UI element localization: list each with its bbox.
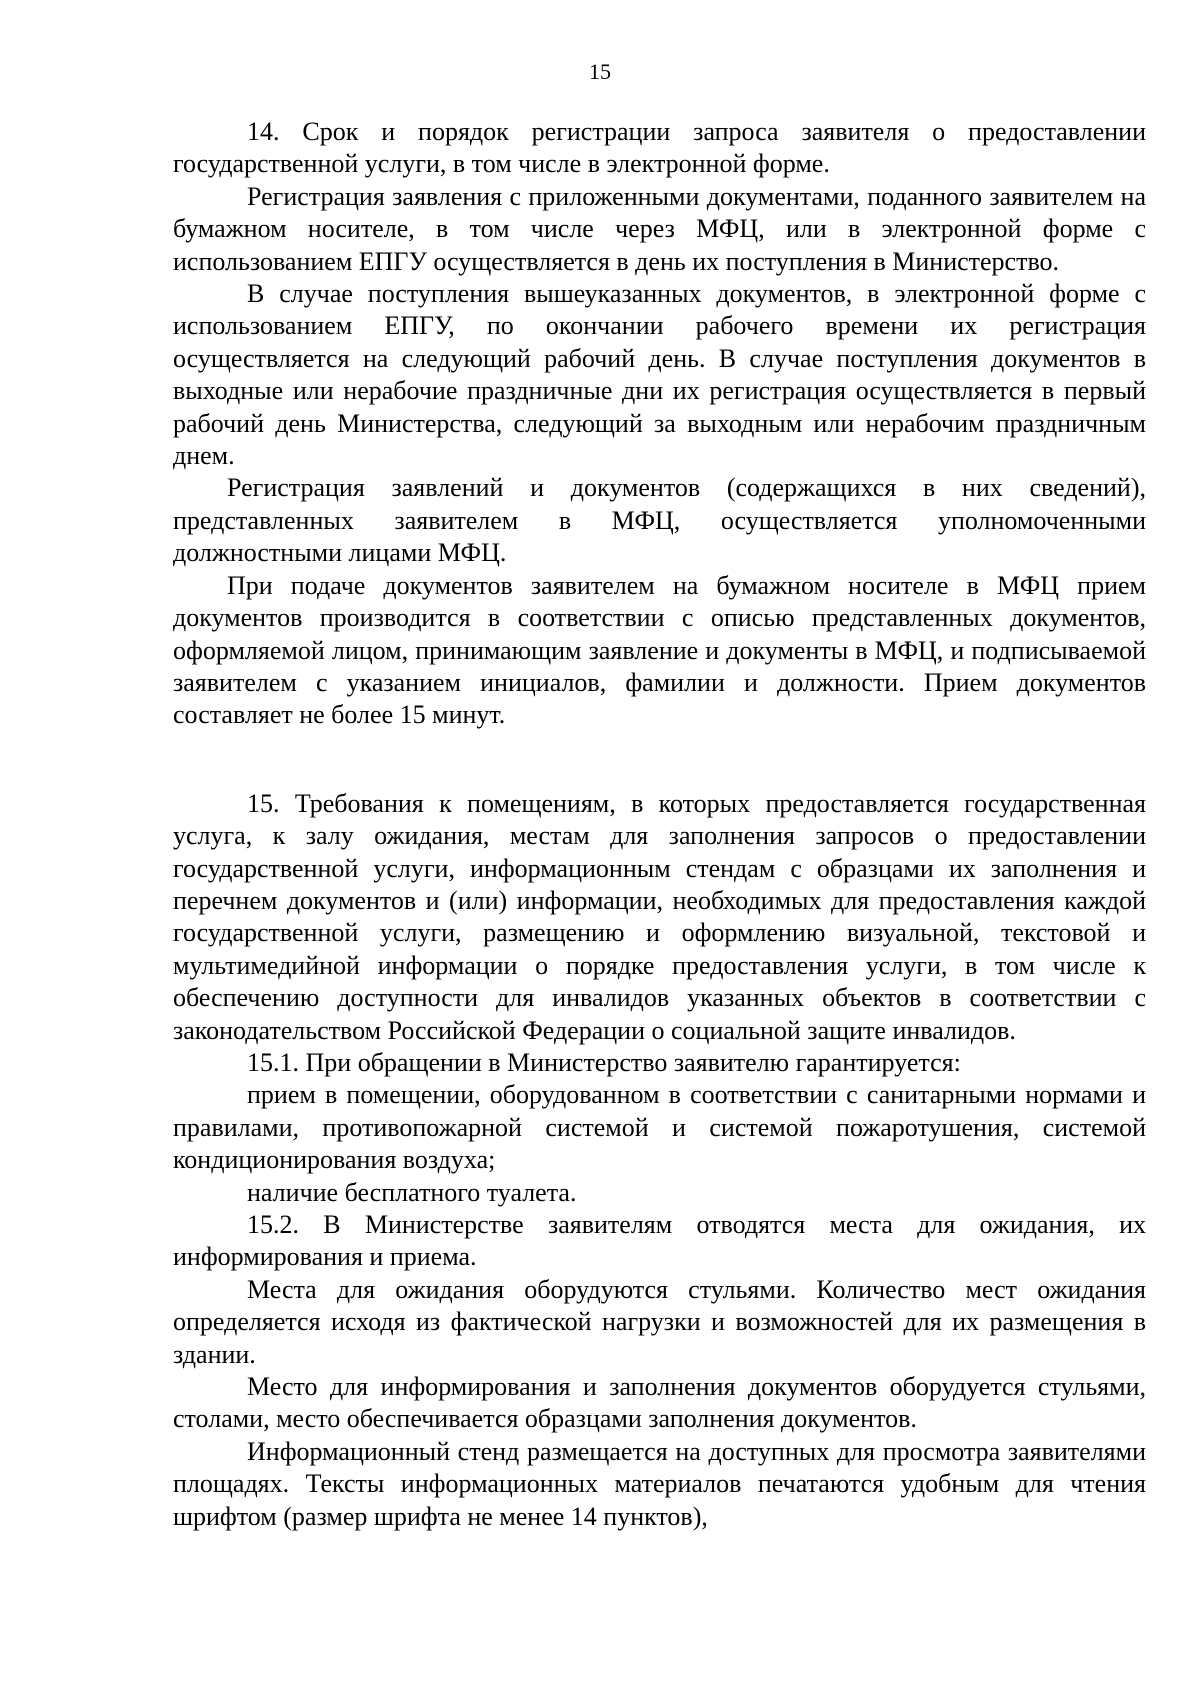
document-body <box>173 116 1146 1533</box>
paragraph-info-stand: Информационный стенд размещается на доступных для просмотра заявителями площадях. Тексты информационных материалов печатаются удобным для чтения шрифтом (размер шрифта не менее 14 пунктов), <box>173 1436 1146 1531</box>
paragraph-mfc-registration: Регистрация заявлений и документов (содержащихся в них сведений), представленных заявителем в МФЦ, осуществляется уполномоченными должностными лицами МФЦ. <box>173 473 1146 568</box>
paragraph-15-2: 15.2. В Министерстве заявителям отводятся места для ожидания, их информирования и приема. <box>173 1210 1146 1272</box>
paragraph-info-place: Место для информирования и заполнения документов оборудуется стульями, столами, место обеспечивается образцами заполнения документов. <box>173 1372 1146 1434</box>
paragraph-15-heading: 15. Требования к помещениям, в которых предоставляется государственная услуга, к залу ожидания, местам для заполнения запросов о предоставлении государственной услуги, информационным стендам с образцами их заполнения и перечнем документов и (или) информации, необходимых для предоставления каждой государственной услуги, размещению и оформлению визуальной, текстовой и мультимедийной информации о порядке предоставления услуги, в том числе к обеспечению доступности для инвалидов указанных объектов в соответствии с законодательством Российской Федерации о социальной защите инвалидов. <box>173 788 1146 1045</box>
section-spacer <box>173 732 1146 788</box>
page-number: 15 <box>589 59 611 84</box>
paragraph-waiting-places: Места для ожидания оборудуются стульями. Количество мест ожидания определяется исходя из фактической нагрузки и возможностей для их размещения в здании. <box>173 1274 1146 1369</box>
paragraph-paper-submission: При подаче документов заявителем на бумажном носителе в МФЦ прием документов производится в соответствии с описью представленных документов, оформляемой лицом, принимающим заявление и документы в МФЦ, и подписываемой заявителем с указанием инициалов, фамилии и должности. Прием документов составляет не более 15 минут. <box>173 570 1146 730</box>
paragraph-14-heading: 14. Срок и порядок регистрации запроса заявителя о предоставлении государственной услуги, в том числе в электронной форме. <box>173 117 1146 179</box>
paragraph-registration: Регистрация заявления с приложенными документами, поданного заявителем на бумажном носителе, в том числе через МФЦ, или в электронной форме с использованием ЕПГУ осуществляется в день их поступления в Министерство. <box>173 181 1146 276</box>
paragraph-reception-room: прием в помещении, оборудованном в соответствии с санитарными нормами и правилами, противопожарной системой и системой пожаротушения, системой кондиционирования воздуха; <box>173 1080 1146 1175</box>
paragraph-toilet: наличие бесплатного туалета. <box>247 1177 577 1207</box>
paragraph-15-1: 15.1. При обращении в Министерство заявителю гарантируется: <box>247 1047 961 1077</box>
paragraph-after-hours: В случае поступления вышеуказанных документов, в электронной форме с использованием ЕПГУ, по окончании рабочего времени их регистрация осуществляется на следующий рабочий день. В случае поступления документов в выходные или нерабочие праздничные дни их регистрация осуществляется в первый рабочий день Министерства, следующий за выходным или нерабочим праздничным днем. <box>173 279 1146 471</box>
